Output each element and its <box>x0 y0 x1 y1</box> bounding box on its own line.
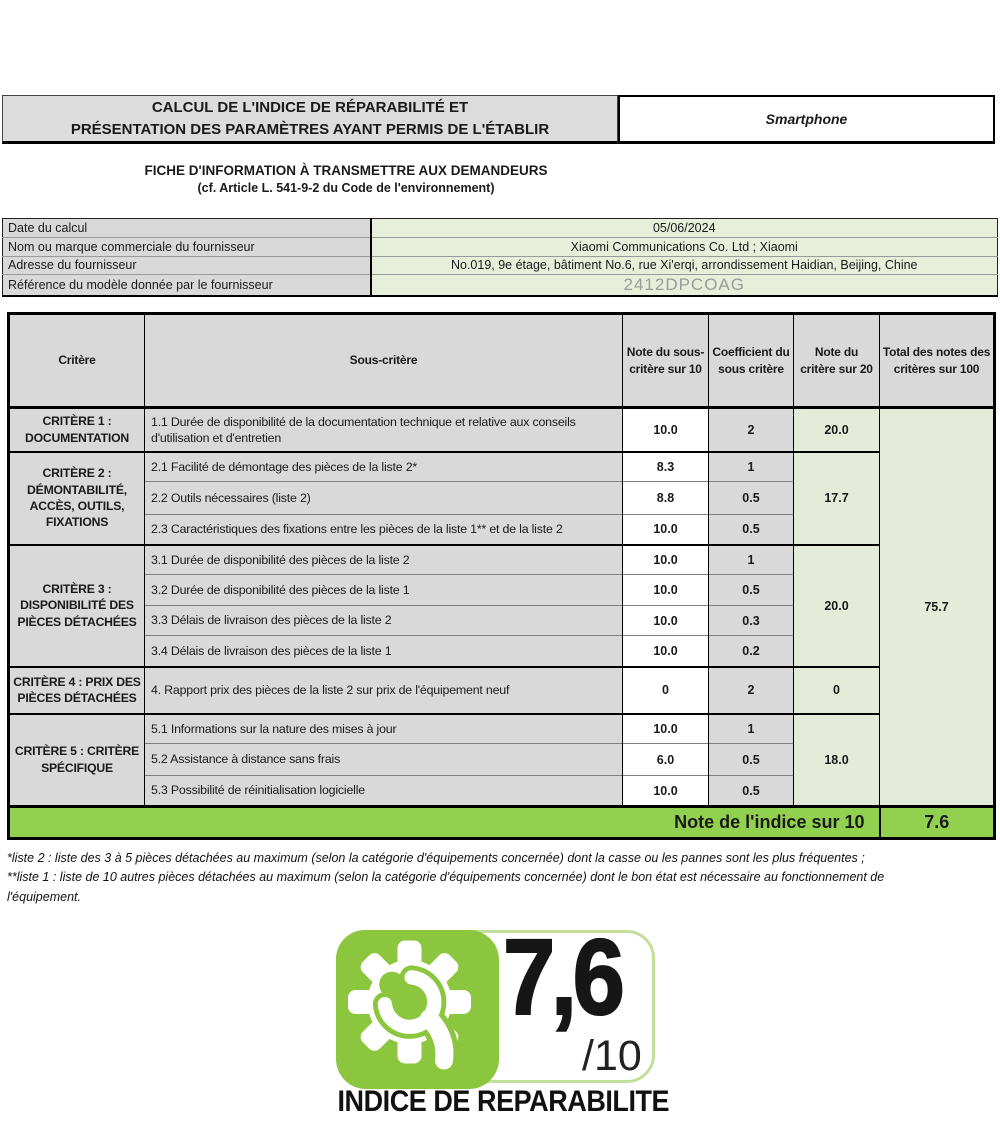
table-row <box>9 667 995 714</box>
score-table-header-row <box>9 314 995 408</box>
document-title-box <box>2 95 618 144</box>
column-header-criterion-score: Note du critère sur 20 <box>794 314 880 408</box>
badge-green-panel <box>336 930 499 1089</box>
sub-score: 8.8 <box>623 482 709 515</box>
sub-criterion-label: 3.3 Délais de livraison des pièces de la liste 2 <box>145 606 623 636</box>
sub-criterion-label: 3.2 Durée de disponibilité des pièces de la liste 1 <box>145 575 623 606</box>
sub-score: 10.0 <box>623 714 709 744</box>
info-sheet-heading <box>96 163 596 195</box>
column-header-sub-score: Note du sous-critère sur 10 <box>623 314 709 408</box>
document-title-line2: PRÉSENTATION DES PARAMÈTRES AYANT PERMIS DE L'ÉTABLIR <box>70 120 550 138</box>
coefficient: 1 <box>709 452 794 482</box>
sub-score: 10.0 <box>623 606 709 636</box>
table-row <box>3 256 998 275</box>
coefficient: 2 <box>709 408 794 452</box>
footnote-liste1: **liste 1 : liste de 10 autres pièces détachées au maximum (selon la catégorie d'équipements concernée) dont le bon état est nécessaire au fonctionnement de l'équipement. <box>7 870 885 904</box>
info-value-supplier-address: No.019, 9e étage, bâtiment No.6, rue Xi'erqi, arrondissement Haidian, Beijing, Chine <box>371 256 998 275</box>
sub-score: 0 <box>623 667 709 714</box>
criterion-name: CRITÈRE 5 : CRITÈRE SPÉCIFIQUE <box>9 714 145 807</box>
coefficient: 0.3 <box>709 606 794 636</box>
coefficient: 2 <box>709 667 794 714</box>
sub-criterion-label: 5.3 Possibilité de réinitialisation logicielle <box>145 776 623 807</box>
sub-criterion-label: 4. Rapport prix des pièces de la liste 2 sur prix de l'équipement neuf <box>145 667 623 714</box>
repairability-badge <box>336 916 670 1118</box>
criterion-score: 0 <box>794 667 880 714</box>
table-row <box>9 714 995 744</box>
info-sheet-heading-line1: FICHE D'INFORMATION À TRANSMETTRE AUX DEMANDEURS <box>144 163 548 178</box>
footnote-liste2: *liste 2 : liste des 3 à 5 pièces détachées au maximum (selon la catégorie d'équipements concernée) dont la casse ou les pannes sont les plus fréquentes ; <box>7 851 865 865</box>
score-table <box>7 312 996 840</box>
sub-criterion-label: 1.1 Durée de disponibilité de la documentation technique et relative aux conseils d'utilisation et d'entretien <box>145 408 623 452</box>
info-label-model-reference: Référence du modèle donnée par le fournisseur <box>3 275 371 297</box>
table-row <box>9 452 995 482</box>
criterion-score: 20.0 <box>794 545 880 667</box>
sub-criterion-label: 5.2 Assistance à distance sans frais <box>145 744 623 776</box>
criterion-name: CRITÈRE 2 : DÉMONTABILITÉ, ACCÈS, OUTILS, FIXATIONS <box>9 452 145 545</box>
sub-score: 6.0 <box>623 744 709 776</box>
coefficient: 0.5 <box>709 744 794 776</box>
product-category-label: Smartphone <box>765 111 848 127</box>
coefficient: 0.5 <box>709 575 794 606</box>
criterion-score: 17.7 <box>794 452 880 545</box>
criterion-score: 18.0 <box>794 714 880 807</box>
product-category-box <box>618 95 995 144</box>
table-row <box>3 219 998 238</box>
sub-score: 10.0 <box>623 408 709 452</box>
sub-score: 8.3 <box>623 452 709 482</box>
info-value-supplier-name: Xiaomi Communications Co. Ltd ; Xiaomi <box>371 237 998 256</box>
info-label-date: Date du calcul <box>3 219 371 238</box>
coefficient: 0.2 <box>709 636 794 667</box>
criterion-name: CRITÈRE 1 : DOCUMENTATION <box>9 408 145 452</box>
index-result-value: 7.6 <box>880 807 995 839</box>
sub-score: 10.0 <box>623 545 709 575</box>
coefficient: 0.5 <box>709 482 794 515</box>
badge-caption: INDICE DE REPARABILITE <box>337 1085 670 1118</box>
table-row <box>3 237 998 256</box>
table-row <box>9 408 995 452</box>
index-result-label: Note de l'indice sur 10 <box>9 807 880 839</box>
document-title-line1: CALCUL DE L'INDICE DE RÉPARABILITÉ ET <box>151 98 469 116</box>
info-label-supplier-address: Adresse du fournisseur <box>3 256 371 275</box>
sub-score: 10.0 <box>623 575 709 606</box>
sub-criterion-label: 3.1 Durée de disponibilité des pièces de la liste 2 <box>145 545 623 575</box>
column-header-criterion: Critère <box>9 314 145 408</box>
criterion-name: CRITÈRE 3 : DISPONIBILITÉ DES PIÈCES DÉTACHÉES <box>9 545 145 667</box>
badge-score-denominator: /10 <box>582 1032 642 1080</box>
sub-score: 10.0 <box>623 776 709 807</box>
info-value-model-reference: 2412DPCOAG <box>371 275 998 297</box>
supplier-info-table <box>2 218 998 297</box>
index-result-row <box>9 807 995 839</box>
sub-criterion-label: 2.3 Caractéristiques des fixations entre les pièces de la liste 1** et de la liste 2 <box>145 515 623 545</box>
column-header-total: Total des notes des critères sur 100 <box>880 314 995 408</box>
sub-criterion-label: 2.1 Facilité de démontage des pièces de la liste 2* <box>145 452 623 482</box>
info-label-supplier-name: Nom ou marque commerciale du fournisseur <box>3 237 371 256</box>
sub-score: 10.0 <box>623 636 709 667</box>
info-value-date: 05/06/2024 <box>371 219 998 238</box>
info-sheet-heading-line2: (cf. Article L. 541-9-2 du Code de l'environnement) <box>197 181 495 195</box>
criterion-score: 20.0 <box>794 408 880 452</box>
total-score: 75.7 <box>880 408 995 807</box>
coefficient: 1 <box>709 545 794 575</box>
criterion-name: CRITÈRE 4 : PRIX DES PIÈCES DÉTACHÉES <box>9 667 145 714</box>
footnotes <box>7 849 955 907</box>
sub-criterion-label: 5.1 Informations sur la nature des mises à jour <box>145 714 623 744</box>
gear-wrench-icon <box>341 933 493 1083</box>
coefficient: 1 <box>709 714 794 744</box>
coefficient: 0.5 <box>709 515 794 545</box>
column-header-coefficient: Coefficient du sous critère <box>709 314 794 408</box>
table-row <box>3 275 998 297</box>
badge-score-value: 7,6 <box>503 916 621 1037</box>
table-row <box>9 545 995 575</box>
sub-criterion-label: 2.2 Outils nécessaires (liste 2) <box>145 482 623 515</box>
sub-criterion-label: 3.4 Délais de livraison des pièces de la liste 1 <box>145 636 623 667</box>
column-header-sub-criterion: Sous-critère <box>145 314 623 408</box>
coefficient: 0.5 <box>709 776 794 807</box>
sub-score: 10.0 <box>623 515 709 545</box>
